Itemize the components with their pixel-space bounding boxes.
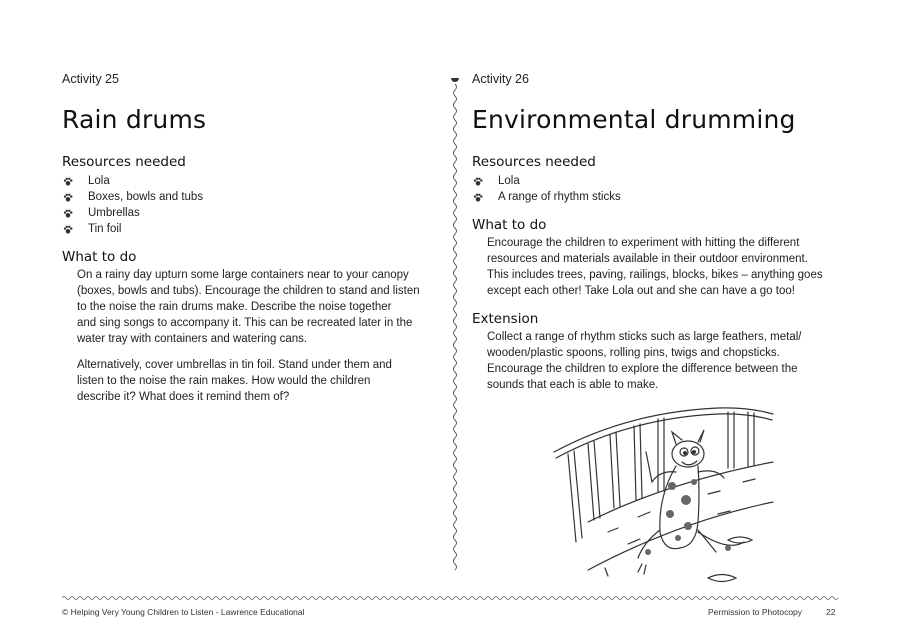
column-divider	[448, 78, 462, 572]
activity-title: Environmental drumming	[472, 105, 796, 134]
text-line: except each other! Take Lola out and she can have a go too!	[487, 285, 795, 297]
resources-heading: Resources needed	[62, 154, 186, 170]
list-item	[472, 173, 621, 189]
text-line: resources and materials available in their outdoor environment.	[487, 253, 808, 265]
instructions-paragraph	[487, 235, 823, 299]
activity-title: Rain drums	[62, 105, 207, 134]
activity-number: Activity 25	[62, 72, 119, 86]
text-line: Encourage the children to explore the difference between the	[487, 363, 798, 375]
resources-list	[472, 173, 621, 205]
extension-heading: Extension	[472, 311, 539, 327]
resource-label: Lola	[88, 175, 110, 187]
text-line: water tray with containers and watering cans.	[77, 333, 308, 345]
list-item	[472, 189, 621, 205]
resource-label: Boxes, bowls and tubs	[88, 191, 204, 203]
text-line: On a rainy day upturn some large containers near to your canopy	[77, 269, 409, 281]
instructions-paragraph	[77, 267, 420, 347]
text-line: to the noise the rain drums make. Describe the noise together	[77, 301, 392, 313]
resource-label: Lola	[498, 175, 520, 187]
what-to-do-heading: What to do	[472, 217, 547, 233]
resource-label: Umbrellas	[88, 207, 140, 219]
resource-label: Tin foil	[88, 223, 122, 235]
paw-print-icon	[63, 209, 73, 219]
list-item	[62, 173, 203, 189]
list-item	[62, 221, 203, 237]
resources-list	[62, 173, 203, 237]
text-line: (boxes, bowls and tubs). Encourage the children to stand and listen	[77, 285, 420, 297]
page-number: 22	[826, 607, 836, 617]
text-line: sounds that each is able to make.	[487, 379, 659, 391]
text-line: Collect a range of rhythm sticks such as large feathers, metal/	[487, 331, 802, 343]
list-item	[62, 205, 203, 221]
text-line: Encourage the children to experiment with hitting the different	[487, 237, 800, 249]
paw-print-icon	[63, 193, 73, 203]
what-to-do-heading: What to do	[62, 249, 137, 265]
alternative-paragraph	[77, 357, 392, 405]
text-line: and sing songs to accompany it. This can be recreated later in the	[77, 317, 413, 329]
paw-print-icon	[63, 177, 73, 187]
resources-heading: Resources needed	[472, 154, 596, 170]
activity-number: Activity 26	[472, 72, 529, 86]
text-line: Alternatively, cover umbrellas in tin foil. Stand under them and	[77, 359, 392, 371]
copyright-text: © Helping Very Young Children to Listen - Lawrence Educational	[62, 607, 305, 617]
text-line: listen to the noise the rain makes. How would the children	[77, 375, 371, 387]
resource-label: A range of rhythm sticks	[498, 191, 621, 203]
cat-at-railing-illustration	[548, 402, 778, 584]
list-item	[62, 189, 203, 205]
permission-text: Permission to Photocopy	[708, 607, 803, 617]
text-line: This includes trees, paving, railings, blocks, bikes – anything goes	[487, 269, 823, 281]
text-line: describe it? What does it remind them of?	[77, 391, 290, 403]
footer-divider	[62, 594, 838, 602]
text-line: wooden/plastic spoons, rolling pins, twigs and chopsticks.	[487, 347, 780, 359]
extension-paragraph	[487, 329, 801, 393]
paw-print-icon	[473, 193, 483, 203]
paw-print-icon	[63, 225, 73, 235]
paw-print-icon	[473, 177, 483, 187]
